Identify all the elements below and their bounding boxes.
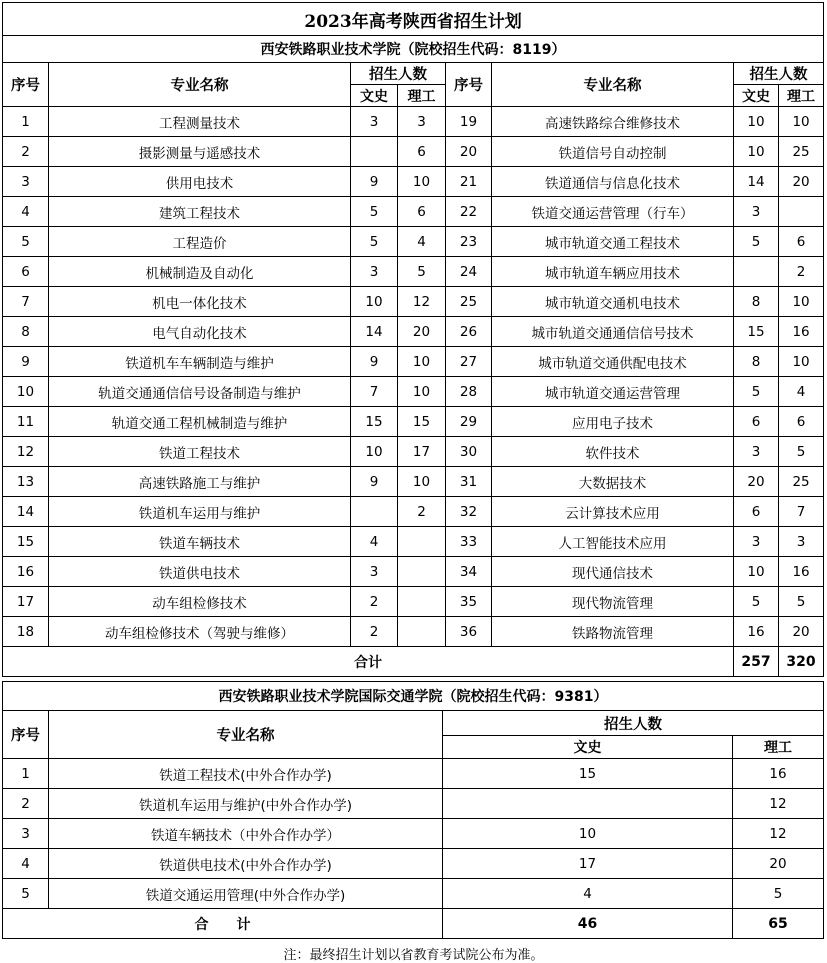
table-row <box>3 587 824 617</box>
table-row <box>3 107 824 137</box>
science-count: 16 <box>733 759 824 789</box>
row-number: 32 <box>446 497 492 527</box>
row-number: 10 <box>3 377 49 407</box>
footnote: 注：最终招生计划以省教育考试院公布为准。 <box>283 948 544 963</box>
row-number: 11 <box>3 407 49 437</box>
row-number: 34 <box>446 557 492 587</box>
arts-count: 4 <box>351 527 398 557</box>
table-row <box>3 527 824 557</box>
major-name: 城市轨道交通工程技术 <box>492 227 734 257</box>
row-number: 35 <box>446 587 492 617</box>
major-name: 现代通信技术 <box>492 557 734 587</box>
header-science: 理工 <box>398 85 446 107</box>
header-science: 理工 <box>733 736 824 759</box>
row-number: 1 <box>3 759 49 789</box>
major-name: 铁道机车车辆制造与维护 <box>49 347 351 377</box>
major-name: 机电一体化技术 <box>49 287 351 317</box>
major-name: 铁道机车运用与维护 <box>49 497 351 527</box>
science-count: 12 <box>398 287 446 317</box>
major-name: 铁道机车运用与维护(中外合作办学) <box>49 789 443 819</box>
row-number: 14 <box>3 497 49 527</box>
row-number: 3 <box>3 819 49 849</box>
total-science: 320 <box>779 647 824 677</box>
science-count: 10 <box>779 107 824 137</box>
row-number: 12 <box>3 437 49 467</box>
major-name: 摄影测量与遥感技术 <box>49 137 351 167</box>
science-count: 10 <box>398 377 446 407</box>
school-name: 西安铁路职业技术学院（院校招生代码：8119） <box>3 36 824 63</box>
arts-count: 3 <box>734 197 779 227</box>
arts-count: 8 <box>734 287 779 317</box>
major-name: 城市轨道交通机电技术 <box>492 287 734 317</box>
major-name: 铁道工程技术 <box>49 437 351 467</box>
arts-count: 9 <box>351 467 398 497</box>
science-count: 20 <box>398 317 446 347</box>
table-row <box>3 879 824 909</box>
arts-count: 10 <box>443 819 733 849</box>
table-row <box>3 819 824 849</box>
arts-count: 10 <box>734 137 779 167</box>
table-row <box>3 317 824 347</box>
arts-count: 10 <box>351 287 398 317</box>
arts-count: 5 <box>734 227 779 257</box>
arts-count: 10 <box>734 107 779 137</box>
arts-count: 5 <box>351 197 398 227</box>
row-number: 27 <box>446 347 492 377</box>
arts-count: 5 <box>351 227 398 257</box>
science-count: 10 <box>398 467 446 497</box>
row-number: 20 <box>446 137 492 167</box>
science-count: 5 <box>779 437 824 467</box>
table-row <box>3 167 824 197</box>
row-number: 7 <box>3 287 49 317</box>
row-number: 6 <box>3 257 49 287</box>
row-number: 24 <box>446 257 492 287</box>
major-name: 铁道供电技术 <box>49 557 351 587</box>
arts-count: 6 <box>734 407 779 437</box>
row-number: 23 <box>446 227 492 257</box>
row-number: 19 <box>446 107 492 137</box>
total-label: 合计 <box>3 647 734 677</box>
arts-count: 3 <box>351 557 398 587</box>
major-name: 铁道车辆技术 <box>49 527 351 557</box>
arts-count: 20 <box>734 467 779 497</box>
major-name: 建筑工程技术 <box>49 197 351 227</box>
table-row <box>3 557 824 587</box>
arts-count: 3 <box>351 107 398 137</box>
major-name: 铁道交通运营管理（行车） <box>492 197 734 227</box>
total-science: 65 <box>733 909 824 939</box>
major-name: 应用电子技术 <box>492 407 734 437</box>
row-number: 21 <box>446 167 492 197</box>
science-count: 2 <box>779 257 824 287</box>
row-number: 25 <box>446 287 492 317</box>
row-number: 4 <box>3 849 49 879</box>
header-no: 序号 <box>446 63 492 107</box>
table-row <box>3 437 824 467</box>
arts-count: 17 <box>443 849 733 879</box>
arts-count <box>443 789 733 819</box>
row-number: 15 <box>3 527 49 557</box>
enrollment-table-8119 <box>2 2 824 677</box>
table-row <box>3 137 824 167</box>
table-row <box>3 257 824 287</box>
major-name: 轨道交通工程机械制造与维护 <box>49 407 351 437</box>
science-count: 16 <box>779 557 824 587</box>
major-name: 城市轨道交通供配电技术 <box>492 347 734 377</box>
arts-count <box>351 137 398 167</box>
row-number: 36 <box>446 617 492 647</box>
science-count: 10 <box>398 347 446 377</box>
major-name: 铁道信号自动控制 <box>492 137 734 167</box>
major-name: 铁道通信与信息化技术 <box>492 167 734 197</box>
table-row <box>3 759 824 789</box>
row-number: 16 <box>3 557 49 587</box>
arts-count: 15 <box>734 317 779 347</box>
arts-count: 15 <box>351 407 398 437</box>
row-number: 5 <box>3 879 49 909</box>
arts-count: 9 <box>351 167 398 197</box>
row-number: 13 <box>3 467 49 497</box>
science-count: 2 <box>398 497 446 527</box>
science-count: 12 <box>733 819 824 849</box>
header-major: 专业名称 <box>49 63 351 107</box>
header-no: 序号 <box>3 711 49 759</box>
arts-count: 2 <box>351 617 398 647</box>
major-name: 动车组检修技术（驾驶与维修） <box>49 617 351 647</box>
arts-count: 3 <box>734 437 779 467</box>
major-name: 铁道工程技术(中外合作办学) <box>49 759 443 789</box>
science-count: 25 <box>779 467 824 497</box>
arts-count: 7 <box>351 377 398 407</box>
school-name: 西安铁路职业技术学院国际交通学院（院校招生代码：9381） <box>3 682 824 711</box>
arts-count: 10 <box>351 437 398 467</box>
arts-count: 10 <box>734 557 779 587</box>
major-name: 云计算技术应用 <box>492 497 734 527</box>
major-name: 城市轨道交通通信信号技术 <box>492 317 734 347</box>
table-row <box>3 347 824 377</box>
arts-count: 16 <box>734 617 779 647</box>
science-count: 10 <box>779 287 824 317</box>
science-count: 6 <box>398 197 446 227</box>
arts-count: 6 <box>734 497 779 527</box>
header-science: 理工 <box>779 85 824 107</box>
major-name: 人工智能技术应用 <box>492 527 734 557</box>
science-count: 6 <box>779 407 824 437</box>
arts-count: 9 <box>351 347 398 377</box>
major-name: 高速铁路综合维修技术 <box>492 107 734 137</box>
science-count <box>398 527 446 557</box>
arts-count: 3 <box>351 257 398 287</box>
total-arts: 257 <box>734 647 779 677</box>
major-name: 城市轨道交通运营管理 <box>492 377 734 407</box>
row-number: 3 <box>3 167 49 197</box>
major-name: 机械制造及自动化 <box>49 257 351 287</box>
science-count: 17 <box>398 437 446 467</box>
major-name: 工程造价 <box>49 227 351 257</box>
arts-count <box>734 257 779 287</box>
science-count: 4 <box>398 227 446 257</box>
major-name: 铁道供电技术(中外合作办学) <box>49 849 443 879</box>
major-name: 动车组检修技术 <box>49 587 351 617</box>
table-row <box>3 377 824 407</box>
header-major: 专业名称 <box>49 711 443 759</box>
header-quota: 招生人数 <box>443 711 824 736</box>
science-count: 16 <box>779 317 824 347</box>
major-name: 铁路物流管理 <box>492 617 734 647</box>
arts-count: 14 <box>351 317 398 347</box>
major-name: 电气自动化技术 <box>49 317 351 347</box>
row-number: 29 <box>446 407 492 437</box>
row-number: 33 <box>446 527 492 557</box>
major-name: 城市轨道车辆应用技术 <box>492 257 734 287</box>
arts-count: 5 <box>734 587 779 617</box>
row-number: 30 <box>446 437 492 467</box>
science-count: 4 <box>779 377 824 407</box>
major-name: 轨道交通通信信号设备制造与维护 <box>49 377 351 407</box>
row-number: 26 <box>446 317 492 347</box>
science-count <box>398 587 446 617</box>
header-quota: 招生人数 <box>351 63 446 85</box>
arts-count: 5 <box>734 377 779 407</box>
row-number: 1 <box>3 107 49 137</box>
row-number: 22 <box>446 197 492 227</box>
enrollment-table-9381 <box>2 681 824 939</box>
row-number: 28 <box>446 377 492 407</box>
total-label: 合 计 <box>3 909 443 939</box>
row-number: 4 <box>3 197 49 227</box>
arts-count: 3 <box>734 527 779 557</box>
table-row <box>3 287 824 317</box>
science-count: 20 <box>779 617 824 647</box>
arts-count <box>351 497 398 527</box>
row-number: 18 <box>3 617 49 647</box>
major-name: 现代物流管理 <box>492 587 734 617</box>
header-arts: 文史 <box>351 85 398 107</box>
row-number: 5 <box>3 227 49 257</box>
table-row <box>3 849 824 879</box>
row-number: 2 <box>3 137 49 167</box>
table-row <box>3 789 824 819</box>
arts-count: 15 <box>443 759 733 789</box>
science-count: 15 <box>398 407 446 437</box>
header-major: 专业名称 <box>492 63 734 107</box>
row-number: 9 <box>3 347 49 377</box>
major-name: 铁道车辆技术（中外合作办学） <box>49 819 443 849</box>
science-count: 10 <box>398 167 446 197</box>
header-no: 序号 <box>3 63 49 107</box>
science-count: 10 <box>779 347 824 377</box>
row-number: 17 <box>3 587 49 617</box>
science-count: 25 <box>779 137 824 167</box>
science-count: 5 <box>398 257 446 287</box>
row-number: 2 <box>3 789 49 819</box>
science-count: 12 <box>733 789 824 819</box>
total-arts: 46 <box>443 909 733 939</box>
science-count <box>779 197 824 227</box>
table-row <box>3 497 824 527</box>
major-name: 软件技术 <box>492 437 734 467</box>
science-count: 5 <box>733 879 824 909</box>
table-row <box>3 617 824 647</box>
arts-count: 2 <box>351 587 398 617</box>
table-row <box>3 197 824 227</box>
header-arts: 文史 <box>443 736 733 759</box>
science-count: 7 <box>779 497 824 527</box>
science-count: 6 <box>779 227 824 257</box>
table-row <box>3 227 824 257</box>
major-name: 工程测量技术 <box>49 107 351 137</box>
science-count: 6 <box>398 137 446 167</box>
major-name: 铁道交通运用管理(中外合作办学) <box>49 879 443 909</box>
science-count: 3 <box>398 107 446 137</box>
header-arts: 文史 <box>734 85 779 107</box>
table-row <box>3 407 824 437</box>
row-number: 31 <box>446 467 492 497</box>
major-name: 大数据技术 <box>492 467 734 497</box>
science-count: 20 <box>733 849 824 879</box>
major-name: 供用电技术 <box>49 167 351 197</box>
row-number: 8 <box>3 317 49 347</box>
science-count: 5 <box>779 587 824 617</box>
science-count: 3 <box>779 527 824 557</box>
header-quota: 招生人数 <box>734 63 824 85</box>
table-row <box>3 467 824 497</box>
science-count <box>398 557 446 587</box>
science-count: 20 <box>779 167 824 197</box>
science-count <box>398 617 446 647</box>
major-name: 高速铁路施工与维护 <box>49 467 351 497</box>
arts-count: 8 <box>734 347 779 377</box>
arts-count: 14 <box>734 167 779 197</box>
page-title: 2023年高考陕西省招生计划 <box>3 3 824 36</box>
arts-count: 4 <box>443 879 733 909</box>
